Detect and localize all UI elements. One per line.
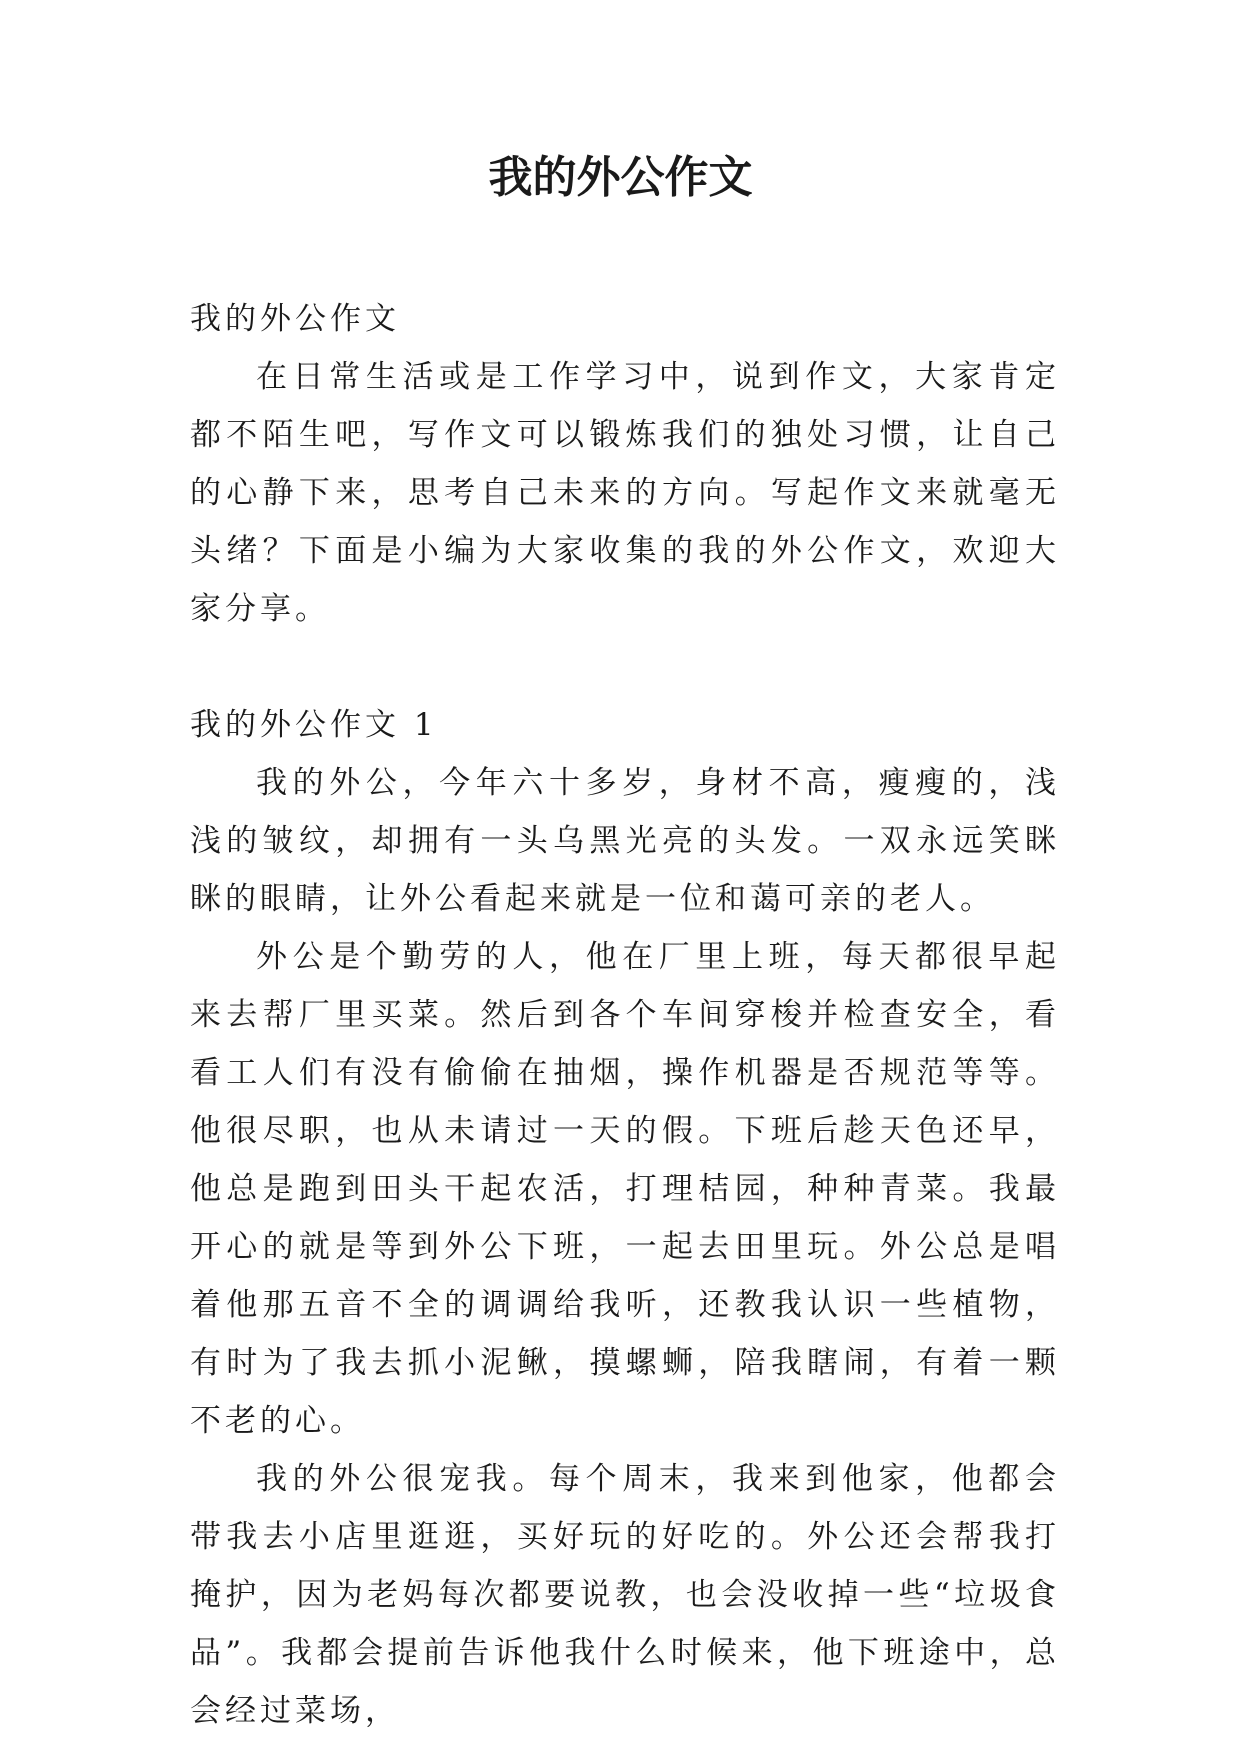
body-paragraph-2: 外公是个勤劳的人，他在厂里上班，每天都很早起来去帮厂里买菜。然后到各个车间穿梭并检查安全，看看工人们有没有偷偷在抽烟，操作机器是否规范等等。他很尽职，也从未请过一天的假。下班后趁天色还早，他总是跑到田头干起农活，打理桔园，种种青菜。我最开心的就是等到外公下班，一起去田里玩。外公总是唱着他那五音不全的调调给我听，还教我认识一些植物，有时为了我去抓小泥鳅，摸螺蛳，陪我瞎闹，有着一颗不老的心。 [190, 939, 1060, 1439]
intro-paragraph: 在日常生活或是工作学习中，说到作文，大家肯定都不陌生吧，写作文可以锻炼我们的独处习惯，让自己的心静下来，思考自己未来的方向。写起作文来就毫无头绪？下面是小编为大家收集的我的外公作文，欢迎大家分享。 [190, 359, 1060, 627]
intro-heading: 我的外公作文 [190, 301, 400, 337]
section-heading: 我的外公作文 1 [190, 707, 438, 743]
section-spacer [190, 638, 1060, 696]
body-paragraph-1: 我的外公，今年六十多岁，身材不高，瘦瘦的，浅浅的皱纹，却拥有一头乌黑光亮的头发。一双永远笑眯眯的眼睛，让外公看起来就是一位和蔼可亲的老人。 [190, 765, 1060, 917]
document-body [190, 290, 1060, 1740]
body-paragraph-3: 我的外公很宠我。每个周末，我来到他家，他都会带我去小店里逛逛，买好玩的好吃的。外公还会帮我打掩护，因为老妈每次都要说教，也会没收掉一些“垃圾食品”。我都会提前告诉他我什么时候来，他下班途中，总会经过菜场， [190, 1461, 1060, 1729]
document-title: 我的外公作文 [488, 152, 753, 203]
